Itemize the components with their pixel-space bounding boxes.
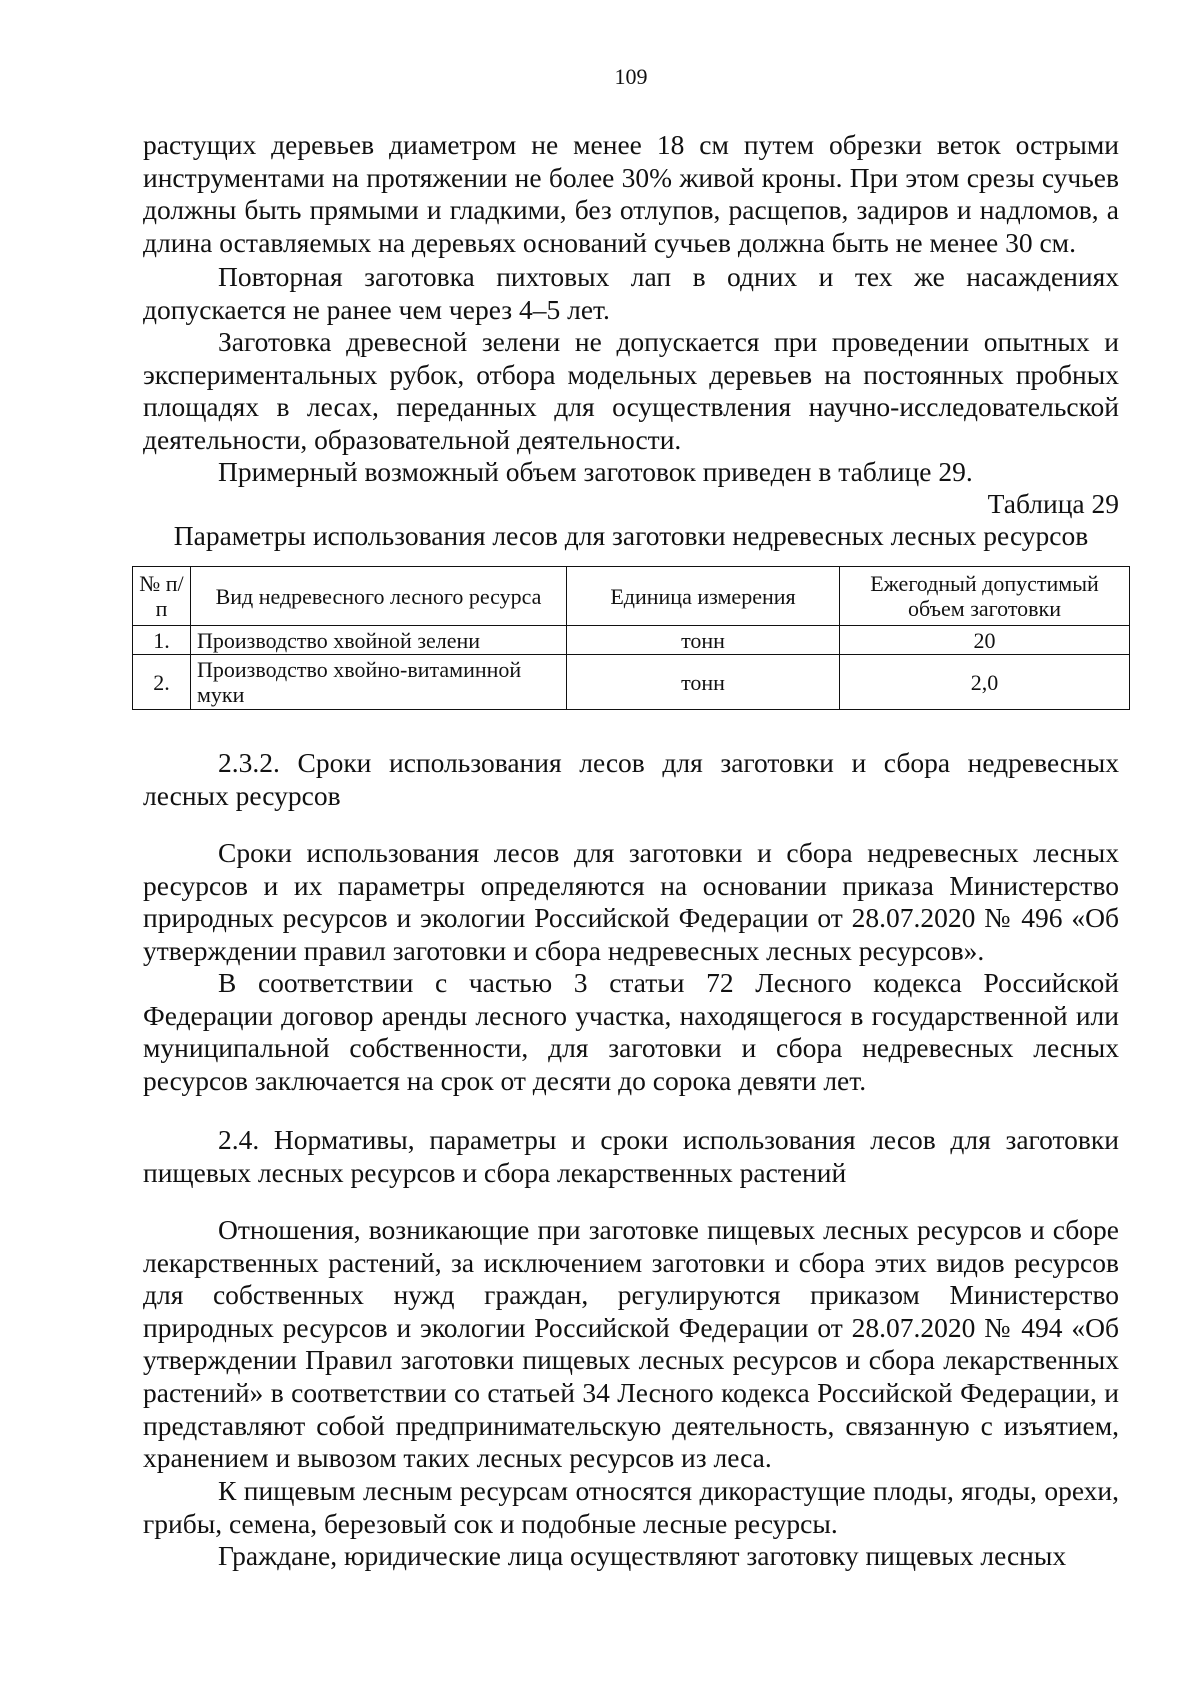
table-label: Таблица 29 xyxy=(987,488,1119,519)
paragraph-terms-basis: Сроки использования лесов для заготовки и сбора недревесных лесных ресурсов и их параметры определяются на основании приказа Министерство природных ресурсов и экологии Российской Федерации от 28.07.2020 № 496 «Об утверждении правил заготовки и сбора недревесных лесных ресурсов». xyxy=(143,837,1119,966)
cell-volume: 20 xyxy=(840,626,1130,655)
table-row xyxy=(133,655,1130,710)
header-num: № п/п xyxy=(133,567,191,626)
cell-unit: тонн xyxy=(567,655,840,710)
paragraph-citizens-harvest: Граждане, юридические лица осуществляют заготовку пищевых лесных xyxy=(218,1540,1067,1571)
paragraph-lease-term: В соответствии с частью 3 статьи 72 Лесного кодекса Российской Федерации договор аренды лесного участка, находящегося в государственной или муниципальной собственности, для заготовки и сбора недревесных лесных ресурсов заключается на срок от десяти до сорока девяти лет. xyxy=(143,967,1119,1096)
header-unit: Единица измерения xyxy=(567,567,840,626)
table-row xyxy=(133,626,1130,655)
table-caption: Параметры использования лесов для заготовки недревесных лесных ресурсов xyxy=(173,520,1089,551)
paragraph-continuation: растущих деревьев диаметром не менее 18 см путем обрезки веток острыми инструментами на протяжении не более 30% живой кроны. При этом срезы сучьев должны быть прямыми и гладкими, без отлупов, расщепов, задиров и надломов, а длина оставляемых на деревьях оснований сучьев должна быть не менее 30 см. xyxy=(143,129,1119,258)
resources-table xyxy=(132,566,1130,710)
paragraph-food-resources-list: К пищевым лесным ресурсам относятся дикорастущие плоды, ягоды, орехи, грибы, семена, березовый сок и подобные лесные ресурсы. xyxy=(143,1475,1119,1539)
cell-num: 1. xyxy=(133,626,191,655)
paragraph-harvest-restriction: Заготовка древесной зелени не допускается при проведении опытных и экспериментальных рубок, отбора модельных деревьев на постоянных пробных площадях в лесах, переданных для осуществления научно-исследовательской деятельности, образовательной деятельности. xyxy=(143,326,1119,455)
paragraph-repeat-harvest: Повторная заготовка пихтовых лап в одних и тех же насаждениях допускается не ранее чем через 4–5 лет. xyxy=(143,261,1119,325)
section-heading-2-3-2: 2.3.2. Сроки использования лесов для заготовки и сбора недревесных лесных ресурсов xyxy=(143,747,1119,811)
cell-num: 2. xyxy=(133,655,191,710)
paragraph-food-resources-regulation: Отношения, возникающие при заготовке пищевых лесных ресурсов и сборе лекарственных растений, за исключением заготовки и сбора этих видов ресурсов для собственных нужд граждан, регулируются приказом Министерство природных ресурсов и экологии Российской Федерации от 28.07.2020 № 494 «Об утверждении Правил заготовки пищевых лесных ресурсов и сбора лекарственных растений» в соответствии со статьей 34 Лесного кодекса Российской Федерации, и представляют собой предпринимательскую деятельность, связанную с изъятием, хранением и вывозом таких лесных ресурсов из леса. xyxy=(143,1214,1119,1474)
cell-unit: тонн xyxy=(567,626,840,655)
table-header-row xyxy=(133,567,1130,626)
cell-volume: 2,0 xyxy=(840,655,1130,710)
header-annual-volume: Ежегодный допустимый объем заготовки xyxy=(840,567,1130,626)
page-number: 109 xyxy=(614,64,648,89)
paragraph-table-reference: Примерный возможный объем заготовок приведен в таблице 29. xyxy=(218,456,973,487)
cell-resource-type: Производство хвойно-витаминной муки xyxy=(191,655,567,710)
header-resource-type: Вид недревесного лесного ресурса xyxy=(191,567,567,626)
cell-resource-type: Производство хвойной зелени xyxy=(191,626,567,655)
section-heading-2-4: 2.4. Нормативы, параметры и сроки использования лесов для заготовки пищевых лесных ресурсов и сбора лекарственных растений xyxy=(143,1124,1119,1188)
